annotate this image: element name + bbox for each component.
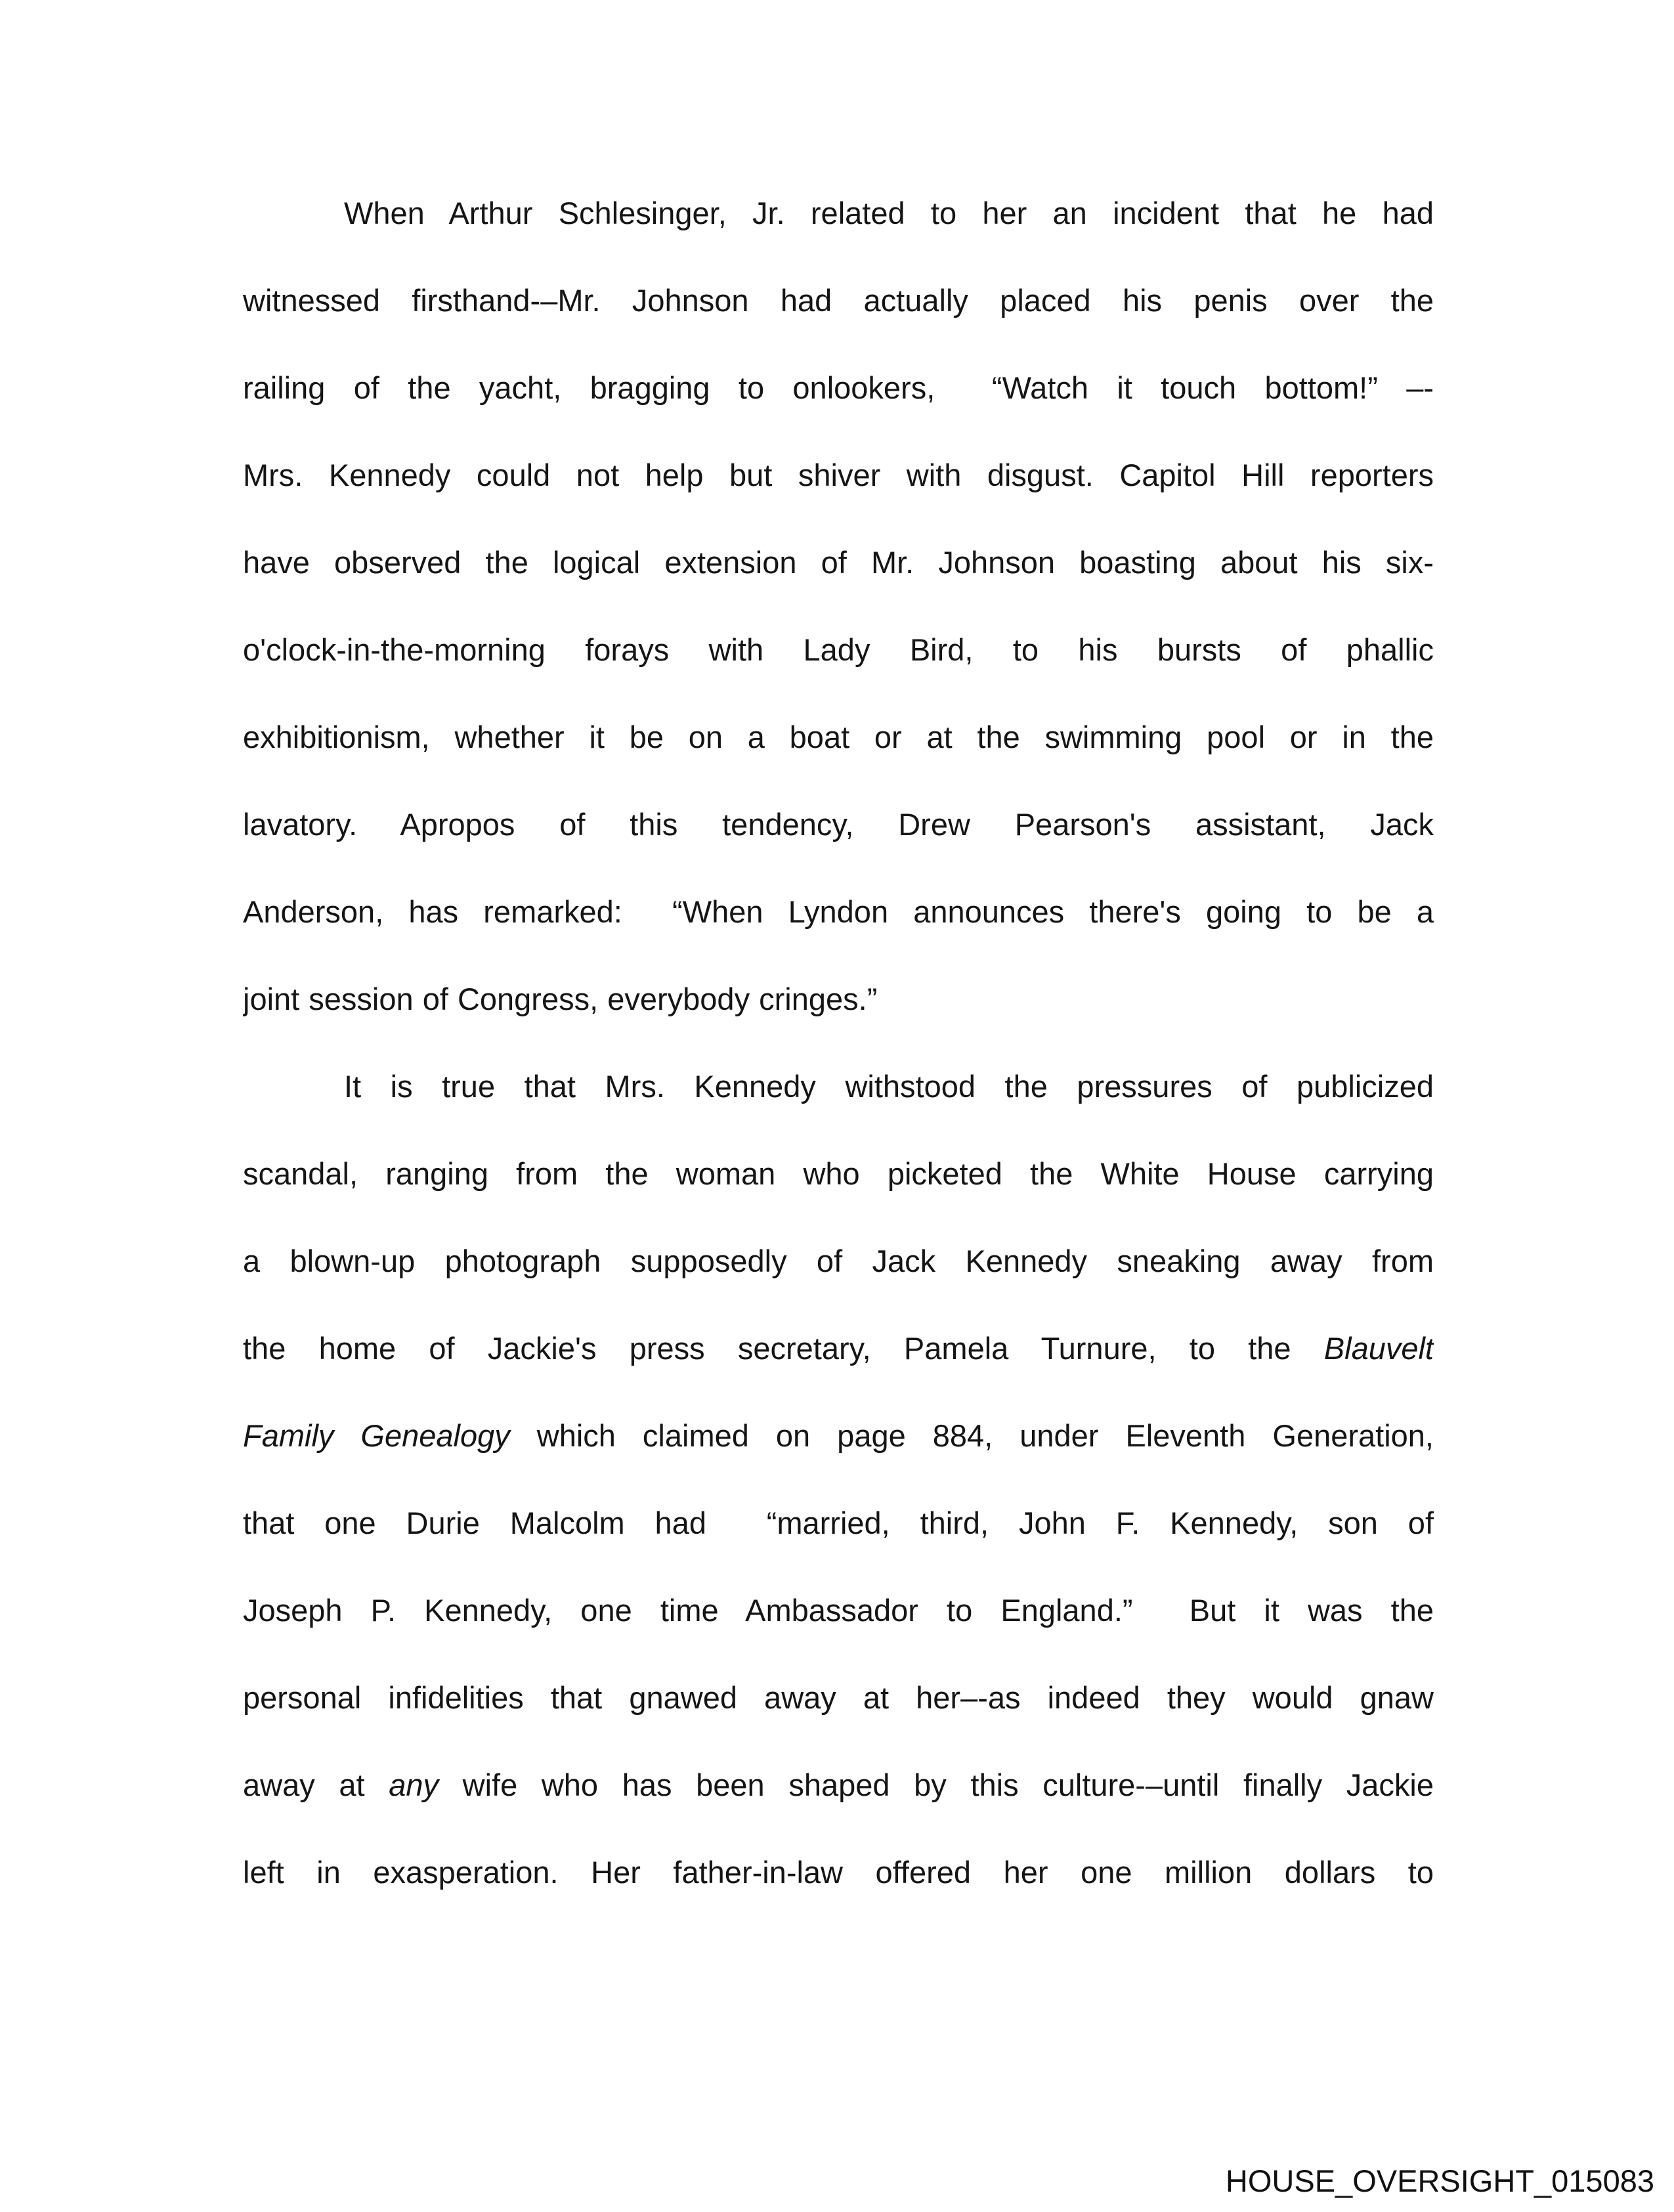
text-segment: o'clock-in-the-morning forays with Lady Bird, to his bursts of phallic bbox=[243, 632, 1434, 667]
text-segment: When Arthur Schlesinger, Jr. related to her an incident that he had bbox=[344, 196, 1434, 230]
document-body bbox=[243, 169, 1434, 1916]
italic-text-segment: Family Genealogy bbox=[243, 1418, 510, 1453]
bates-stamp: HOUSE_OVERSIGHT_015083 bbox=[1225, 2163, 1654, 2198]
text-segment: have observed the logical extension of Mr. Johnson boasting about his six- bbox=[243, 545, 1434, 580]
text-line bbox=[243, 1741, 1434, 1829]
text-segment: Joseph P. Kennedy, one time Ambassador to England.” But it was the bbox=[243, 1593, 1434, 1628]
text-segment: exhibitionism, whether it be on a boat or at the swimming pool or in the bbox=[243, 720, 1434, 754]
text-line bbox=[243, 1654, 1434, 1741]
text-segment: wife who has been shaped by this culture-–until finally Jackie bbox=[438, 1767, 1434, 1802]
text-line bbox=[243, 519, 1434, 606]
text-line bbox=[243, 1567, 1434, 1654]
italic-text-segment: Blauvelt bbox=[1323, 1331, 1434, 1366]
text-segment: joint session of Congress, everybody cringes.” bbox=[243, 982, 878, 1016]
text-segment: railing of the yacht, bragging to onlookers, “Watch it touch bottom!” –- bbox=[243, 370, 1434, 405]
text-segment: scandal, ranging from the woman who picketed the White House carrying bbox=[243, 1156, 1434, 1191]
text-line bbox=[243, 693, 1434, 781]
text-line bbox=[243, 1305, 1434, 1392]
text-segment: lavatory. Apropos of this tendency, Drew Pearson's assistant, Jack bbox=[243, 807, 1434, 842]
text-line bbox=[243, 781, 1434, 868]
text-segment: personal infidelities that gnawed away at her–-as indeed they would gnaw bbox=[243, 1680, 1434, 1715]
text-segment: It is true that Mrs. Kennedy withstood the pressures of publicized bbox=[344, 1069, 1434, 1104]
text-line bbox=[243, 169, 1434, 257]
text-segment: Anderson, has remarked: “When Lyndon announces there's going to be a bbox=[243, 894, 1434, 929]
text-line bbox=[243, 606, 1434, 693]
text-segment: the home of Jackie's press secretary, Pamela Turnure, to the bbox=[243, 1331, 1324, 1366]
italic-text-segment: any bbox=[389, 1767, 439, 1802]
text-line bbox=[243, 868, 1434, 955]
text-segment: witnessed firsthand-–Mr. Johnson had actually placed his penis over the bbox=[243, 283, 1434, 318]
text-line bbox=[243, 344, 1434, 431]
text-segment: a blown-up photograph supposedly of Jack Kennedy sneaking away from bbox=[243, 1244, 1434, 1278]
text-segment: left in exasperation. Her father-in-law offered her one million dollars to bbox=[243, 1855, 1434, 1890]
text-line bbox=[243, 257, 1434, 344]
text-line bbox=[243, 955, 1434, 1043]
text-line bbox=[243, 431, 1434, 519]
text-segment: that one Durie Malcolm had “married, third, John F. Kennedy, son of bbox=[243, 1506, 1434, 1540]
text-segment: which claimed on page 884, under Eleventh Generation, bbox=[509, 1418, 1434, 1453]
text-line bbox=[243, 1130, 1434, 1217]
text-line bbox=[243, 1829, 1434, 1916]
text-line bbox=[243, 1479, 1434, 1567]
text-segment: Mrs. Kennedy could not help but shiver with disgust. Capitol Hill reporters bbox=[243, 458, 1434, 492]
text-line bbox=[243, 1392, 1434, 1479]
text-segment: away at bbox=[243, 1767, 389, 1802]
text-line bbox=[243, 1217, 1434, 1305]
text-line bbox=[243, 1043, 1434, 1130]
